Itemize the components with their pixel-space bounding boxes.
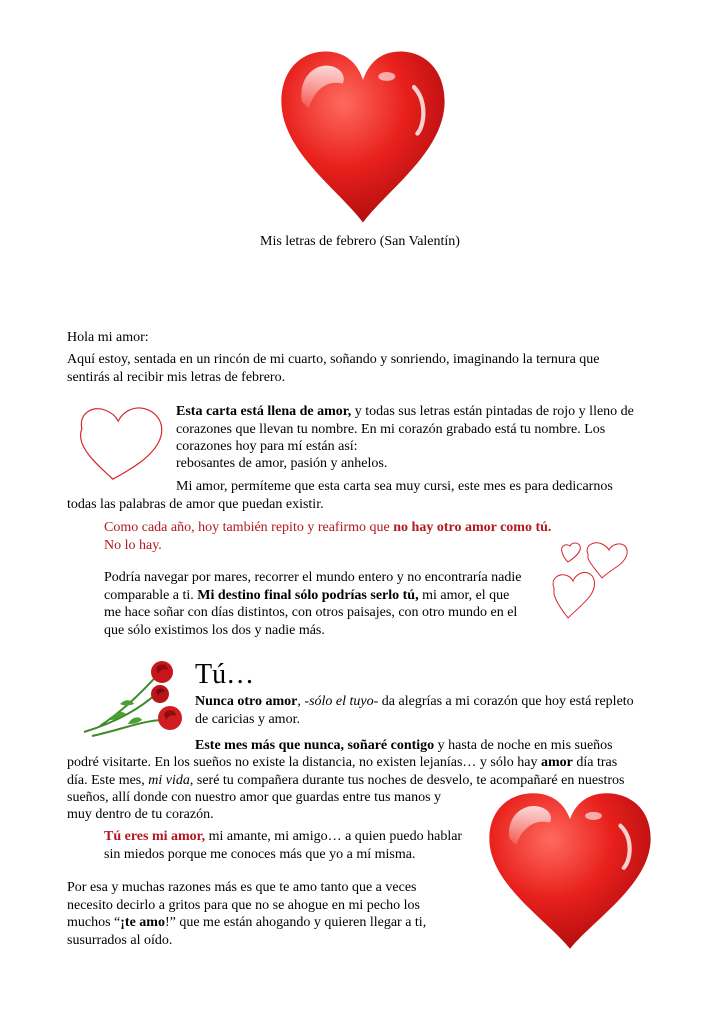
heart-outline-icon [74, 403, 166, 481]
cursi-line-2: todas las palabras de amor que puedan existir. [67, 497, 324, 512]
intro-line-1: Aquí estoy, sentada en un rincón de mi cuarto, soñando y sonriendo, imaginando la ternura que [67, 352, 600, 367]
mes-line-3: día. Este mes, mi vida, seré tu compañera durante tus noches de desvelo, te acompañaré en nuestros [67, 773, 625, 788]
mes-line-2: podré visitarte. En los sueños no existe la distancia, no existen lejanías… y sólo hay amor día tras [67, 755, 618, 770]
navegar-line-1: Podría navegar por mares, recorrer el mundo entero y no encontraría nadie [104, 570, 522, 585]
cadaano-line-2: No lo hay. [104, 538, 162, 553]
mes-line-5: muy dentro de tu corazón. [67, 807, 214, 822]
final-line-3: muchos “¡te amo!” que me están ahogando y quieren llegar a ti, [67, 915, 427, 930]
greeting: Hola mi amor: [67, 330, 149, 345]
mes-line-1: Este mes más que nunca, soñaré contigo y hasta de noche en mis sueños [195, 738, 613, 753]
carta-line-4: rebosantes de amor, pasión y anhelos. [176, 456, 388, 471]
final-line-1: Por esa y muchas razones más es que te amo tanto que a veces [67, 880, 417, 895]
nunca-line-1: Nunca otro amor, -sólo el tuyo- da alegrías a mi corazón que hoy está repleto [195, 694, 634, 709]
carta-line-1: Esta carta está llena de amor, y todas sus letras están pintadas de rojo y lleno de [176, 404, 634, 419]
top-heart-icon [278, 48, 448, 226]
bottom-heart-icon [486, 790, 654, 952]
small-hearts-icon [540, 538, 630, 623]
navegar-line-3: me hace soñar con días distintos, con otros paisajes, con otro mundo en el [104, 605, 518, 620]
intro-line-2: sentirás al recibir mis letras de febrero. [67, 370, 286, 385]
carta-line-2: corazones que llevan tu nombre. En mi corazón grabado está tu nombre. Los [176, 422, 606, 437]
navegar-line-2: comparable a ti. Mi destino final sólo podrías serlo tú, mi amor, el que [104, 588, 510, 603]
tueres-line-2: sin miedos porque me conoces más que yo a mí misma. [104, 847, 416, 862]
page-title: Mis letras de febrero (San Valentín) [260, 234, 460, 249]
mes-line-4: sueños, allí donde con nuestro amor que guardas entre tus manos y [67, 790, 442, 805]
tu-heading: Tú… [195, 659, 255, 690]
cursi-line-1: Mi amor, permíteme que esta carta sea muy cursi, este mes es para dedicarnos [176, 479, 613, 494]
tueres-line-1: Tú eres mi amor, mi amante, mi amigo… a quien puedo hablar [104, 829, 463, 844]
navegar-line-4: que sólo existimos los dos y nadie más. [104, 623, 325, 638]
final-line-2: necesito decirlo a gritos para que no se ahogue en mi pecho los [67, 898, 420, 913]
nunca-line-2: de caricias y amor. [195, 712, 300, 727]
cadaano-line-1: Como cada año, hoy también repito y reafirmo que no hay otro amor como tú. [104, 520, 552, 535]
roses-icon [80, 654, 186, 744]
final-line-4: susurrados al oído. [67, 933, 173, 948]
carta-line-3: corazones hoy para mí están así: [176, 439, 358, 454]
